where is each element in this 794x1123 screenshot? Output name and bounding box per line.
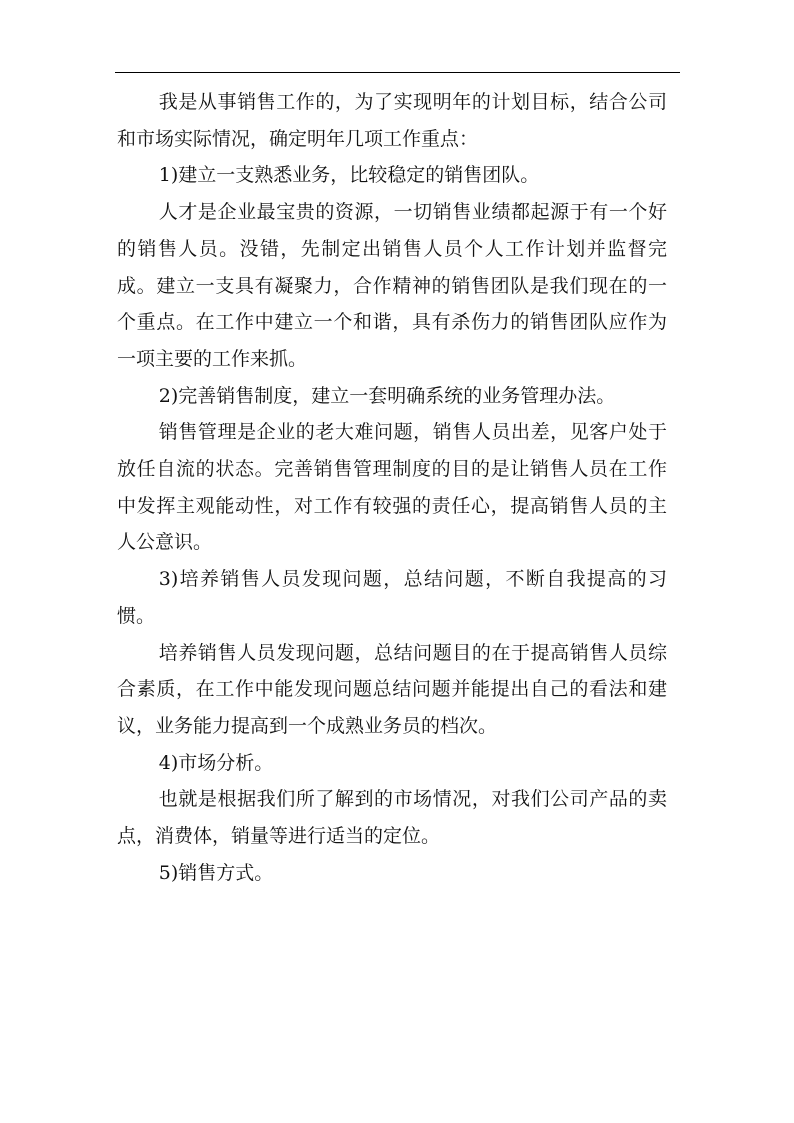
point-2-body: 销售管理是企业的老大难问题，销售人员出差，见客户处于放任自流的状态。完善销售管理制度的目的是让销售人员在工作中发挥主观能动性，对工作有较强的责任心，提高销售人员的主人公意识。 — [117, 421, 667, 554]
point-3-body: 培养销售人员发现问题，总结问题目的在于提高销售人员综合素质，在工作中能发现问题总结问题并能提出自己的看法和建议，业务能力提高到一个成熟业务员的档次。 — [117, 641, 667, 737]
point-1-heading: 1)建立一支熟悉业务，比较稳定的销售团队。 — [158, 164, 540, 187]
intro-paragraph: 我是从事销售工作的，为了实现明年的计划目标，结合公司和市场实际情况，确定明年几项工作重点： — [117, 91, 667, 150]
point-4-heading: 4)市场分析。 — [158, 751, 274, 774]
point-2-heading: 2)完善销售制度，建立一套明确系统的业务管理办法。 — [158, 384, 616, 407]
point-4-body: 也就是根据我们所了解到的市场情况，对我们公司产品的卖点，消费体，销量等进行适当的定位。 — [117, 788, 667, 848]
header-rule — [115, 72, 680, 73]
point-3-heading: 3)培养销售人员发现问题，总结问题，不断自我提高的习惯。 — [117, 568, 667, 627]
point-5-heading: 5)销售方式。 — [158, 861, 274, 884]
document-body — [117, 84, 667, 891]
point-1-body: 人才是企业最宝贵的资源，一切销售业绩都起源于有一个好的销售人员。没错，先制定出销售人员个人工作计划并监督完成。建立一支具有凝聚力，合作精神的销售团队是我们现在的一个重点。在工作中建立一个和谐，具有杀伤力的销售团队应作为一项主要的工作来抓。 — [117, 201, 667, 370]
